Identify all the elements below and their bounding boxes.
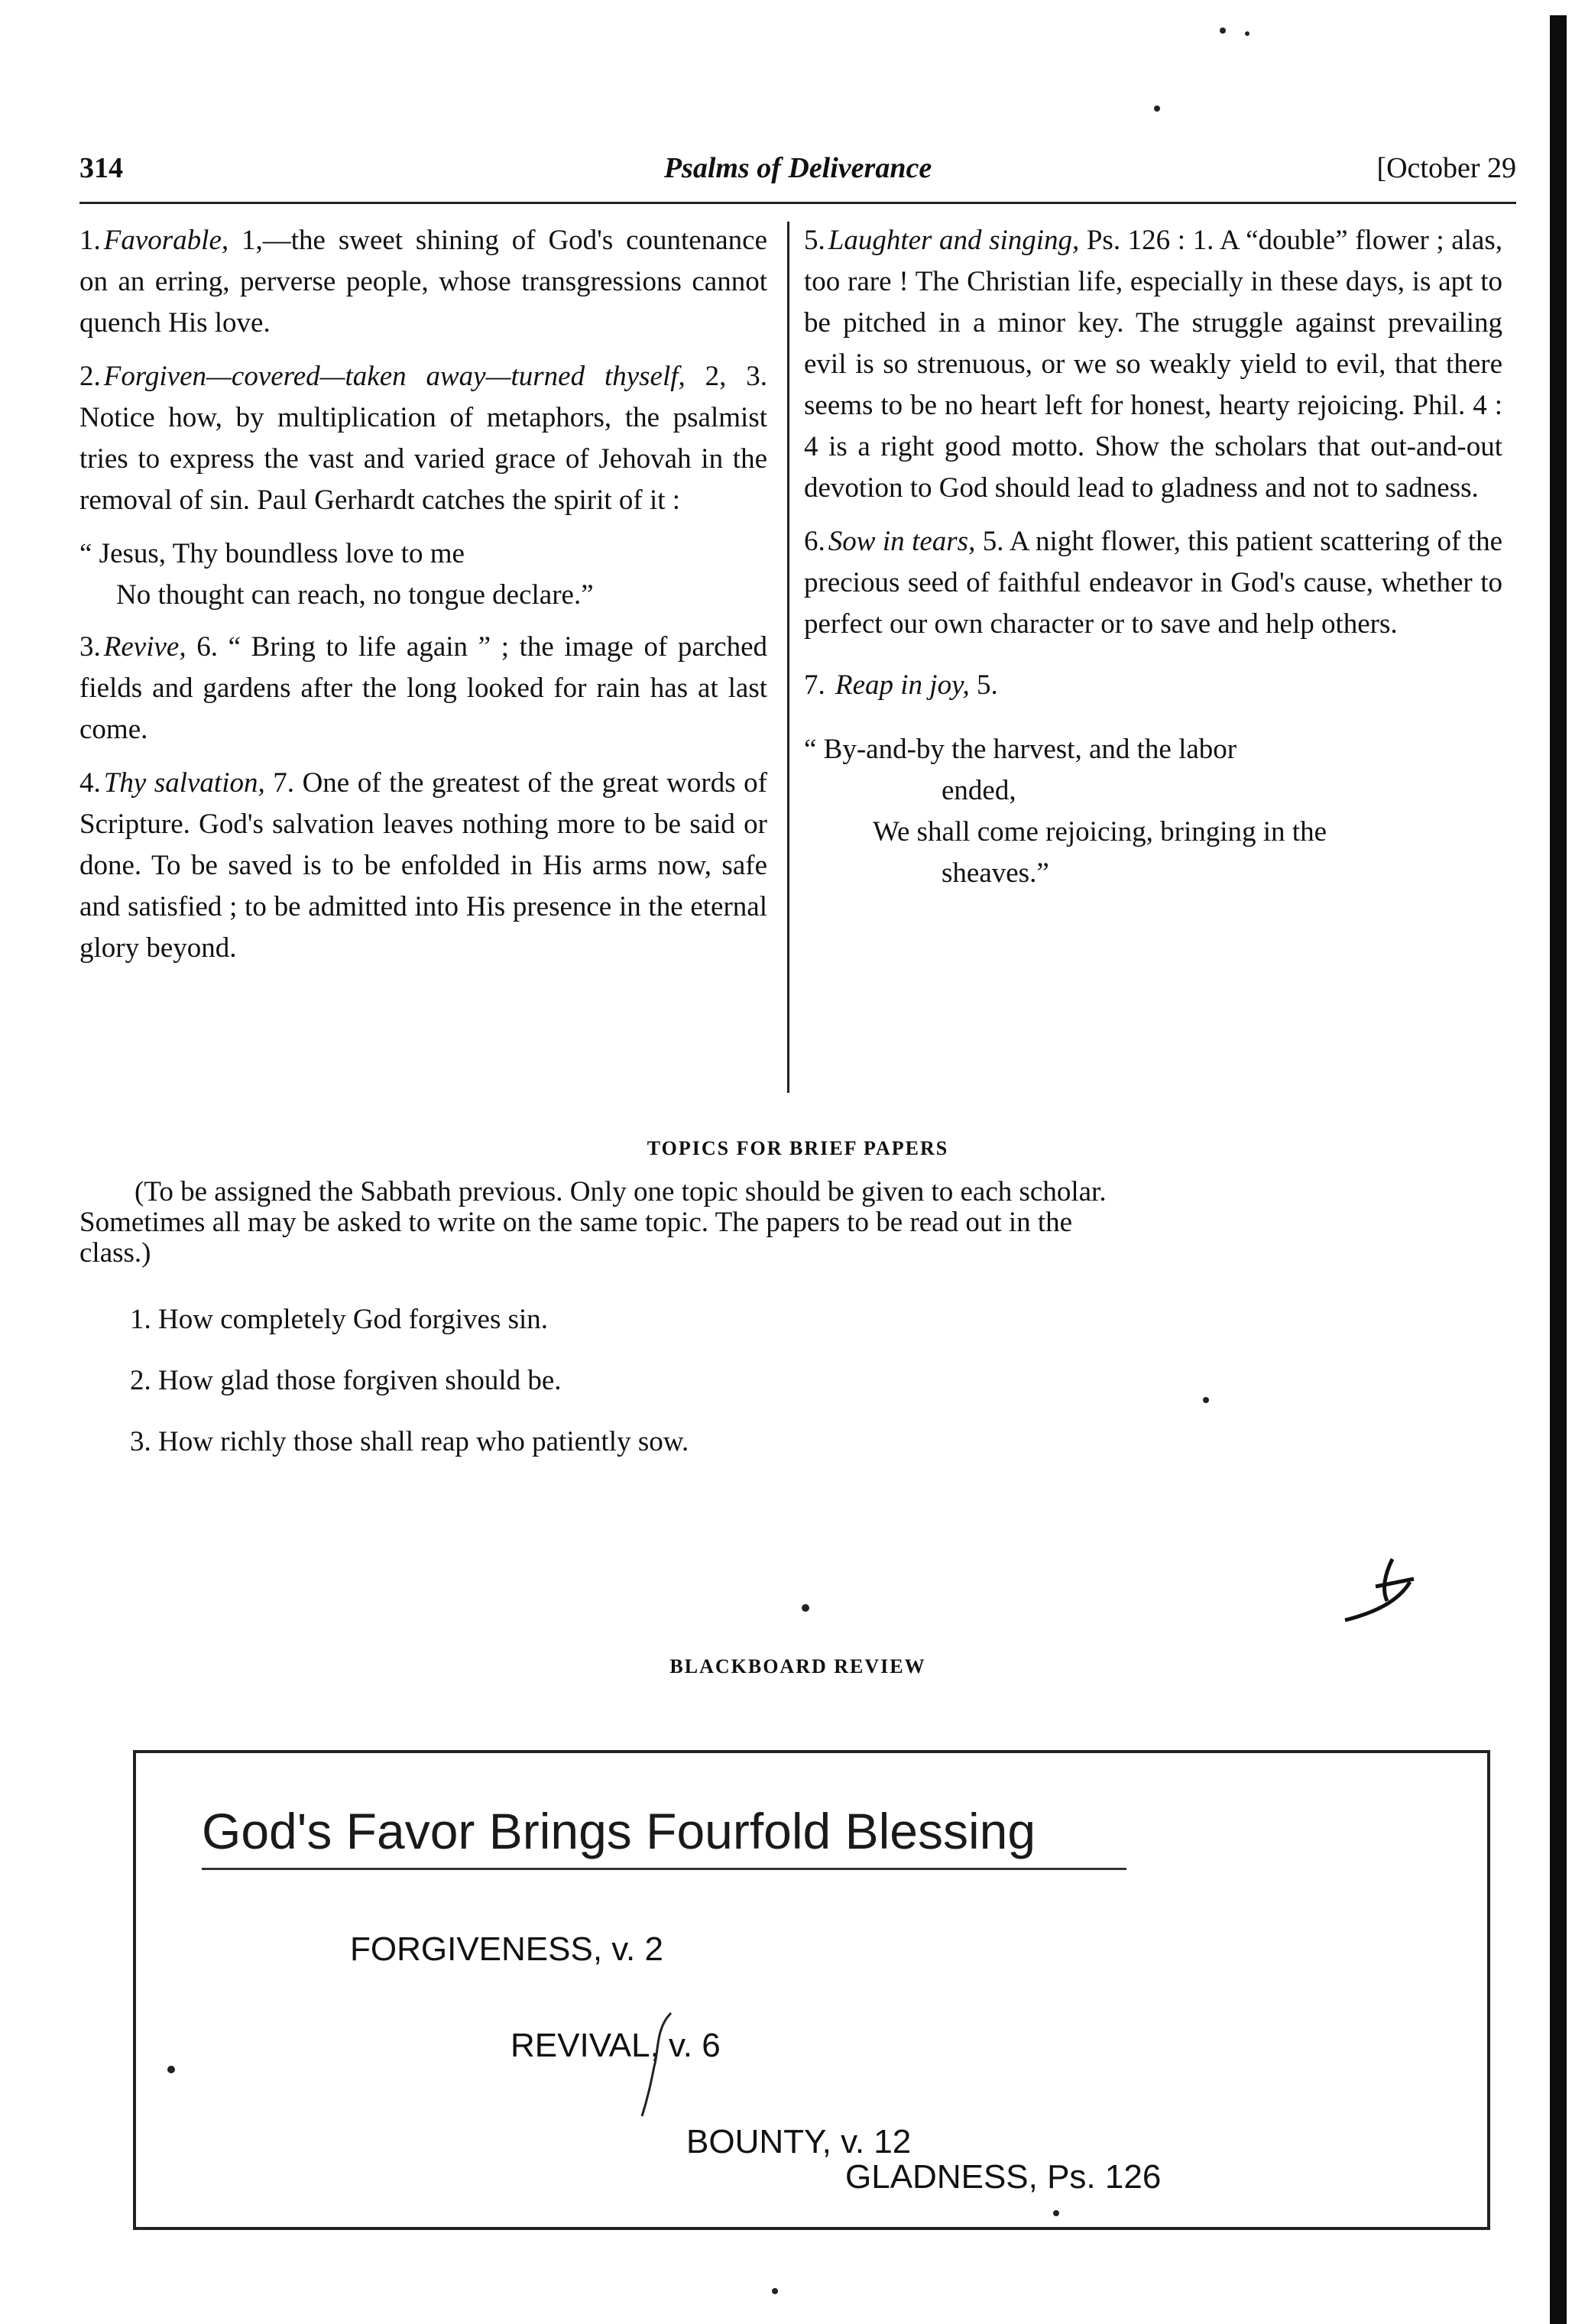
- topic-list: [130, 1299, 1353, 1483]
- blackboard-title: God's Favor Brings Fourfold Blessing: [202, 1803, 1036, 1859]
- running-title: Psalms of Deliverance: [663, 152, 932, 184]
- speck: [1220, 28, 1226, 34]
- note-number: 7.: [804, 669, 825, 701]
- note-item-3: [79, 627, 767, 750]
- note-verse: 7.: [264, 767, 295, 799]
- note-verse: 6.: [186, 631, 218, 663]
- brace-mark: [625, 2005, 686, 2120]
- blessing-revival: REVIVAL, v. 6: [510, 2027, 721, 2064]
- scan-edge-shadow: [1550, 15, 1567, 2324]
- column-divider: [787, 222, 789, 1093]
- note-item-2: [79, 356, 767, 521]
- blessing-bounty: BOUNTY, v. 12: [686, 2123, 912, 2160]
- speck: [1245, 31, 1249, 36]
- blackboard-box: [133, 1750, 1490, 2230]
- topics-intro: [79, 1177, 1516, 1269]
- note-text: A night flower, this patient scattering of the precious seed of faithful endeavor in God's cause, whether to perfect our own character or to save and help others.: [804, 526, 1502, 640]
- note-label: Revive,: [103, 631, 186, 663]
- intro-line: (To be assigned the Sabbath previous. Only one topic should be given to each scholar.: [135, 1176, 1107, 1207]
- speck: [802, 1604, 809, 1612]
- poem-line: ended,: [942, 775, 1016, 806]
- note-verse: Ps. 126 : 1.: [1079, 225, 1214, 256]
- poem-line: We shall come rejoicing, bringing in the: [873, 816, 1327, 848]
- title-underline: [202, 1868, 1126, 1870]
- page-number: 314: [79, 152, 123, 184]
- quote-line: No thought can reach, no tongue declare.”: [116, 579, 594, 611]
- note-label: Reap in joy,: [835, 669, 970, 701]
- note-text: the sweet shining of God's countenance on an erring, perverse people, whose transgressions cannot quench His love.: [79, 225, 768, 339]
- note-text: Notice how, by multiplication of metaphors, the psalmist tries to express the vast and varied grace of Jehovah in the removal of sin. Paul Gerhardt catches the spirit of it :: [79, 402, 767, 516]
- header-rule: [79, 202, 1516, 204]
- hymn-quote: [79, 533, 767, 616]
- note-text: “ Bring to life again ” ; the image of parched fields and gardens after the long looked for rain has at last come.: [79, 631, 768, 745]
- speck: [772, 2288, 778, 2294]
- blessing-forgiveness: FORGIVENESS, v. 2: [350, 1930, 663, 1968]
- note-verse: 2, 3.: [685, 361, 768, 392]
- note-label: Sow in tears,: [828, 526, 976, 557]
- note-label: Favorable,: [103, 225, 229, 256]
- pen-flourish-mark: [1345, 1559, 1414, 1620]
- note-item-5: [804, 220, 1502, 509]
- note-number: 6.: [804, 526, 825, 557]
- note-verse: 5.: [975, 526, 1004, 557]
- right-column: [804, 220, 1502, 894]
- topic-item: 3. How richly those shall reap who patiently sow.: [130, 1426, 689, 1457]
- intro-line: Sometimes all may be asked to write on the same topic. The papers to be read out in the: [79, 1207, 1073, 1238]
- note-text: One of the greatest of the great words of Scripture. God's salvation leaves nothing more to be said or done. To be saved is to be enfolded in His arms now, safe and satisfied ; to be admitted into His presence in the eternal glory beyond.: [79, 767, 767, 964]
- topic-item: 1. How completely God forgives sin.: [130, 1304, 549, 1335]
- note-number: 3.: [79, 631, 101, 663]
- note-item-1: [79, 220, 767, 344]
- note-label: Thy salvation,: [103, 767, 265, 799]
- speck: [1154, 105, 1160, 112]
- intro-line: class.): [79, 1237, 151, 1269]
- note-number: 1.: [79, 225, 101, 256]
- blackboard-heading: BLACKBOARD REVIEW: [669, 1655, 926, 1677]
- note-number: 4.: [79, 767, 101, 799]
- note-item-6: [804, 521, 1502, 645]
- note-label: Forgiven—covered—taken away—turned thyself,: [103, 361, 686, 392]
- note-verse: 5.: [969, 669, 998, 701]
- quote-line: “ Jesus, Thy boundless love to me: [79, 538, 465, 569]
- lesson-date: [October 29: [1376, 152, 1516, 184]
- running-header: [79, 151, 1516, 194]
- note-number: 5.: [804, 225, 825, 256]
- topics-heading: TOPICS FOR BRIEF PAPERS: [647, 1137, 949, 1159]
- note-text: A “double” flower ; alas, too rare ! The Christian life, especially in these days, is apt to be pitched in a minor key. The struggle against prevailing evil is so strenuous, or we so weakly yield to evil, that there seems to be no heart left for honest, hearty rejoicing. Phil. 4 : 4 is a right good motto. Show the scholars that out-and-out devotion to God should lead to gladness and not to sadness.: [804, 225, 1502, 504]
- note-label: Laughter and singing,: [828, 225, 1080, 256]
- note-item-7: [804, 665, 1502, 706]
- poem-line: “ By-and-by the harvest, and the labor: [804, 734, 1237, 765]
- note-item-4: [79, 763, 767, 969]
- note-number: 2.: [79, 361, 101, 392]
- note-verse: 1,—: [229, 225, 291, 256]
- poem-line: sheaves.”: [942, 857, 1049, 889]
- blessing-gladness: GLADNESS, Ps. 126: [845, 2158, 1162, 2196]
- harvest-poem: [804, 729, 1502, 894]
- topic-item: 2. How glad those forgiven should be.: [130, 1365, 562, 1396]
- left-column: [79, 220, 767, 981]
